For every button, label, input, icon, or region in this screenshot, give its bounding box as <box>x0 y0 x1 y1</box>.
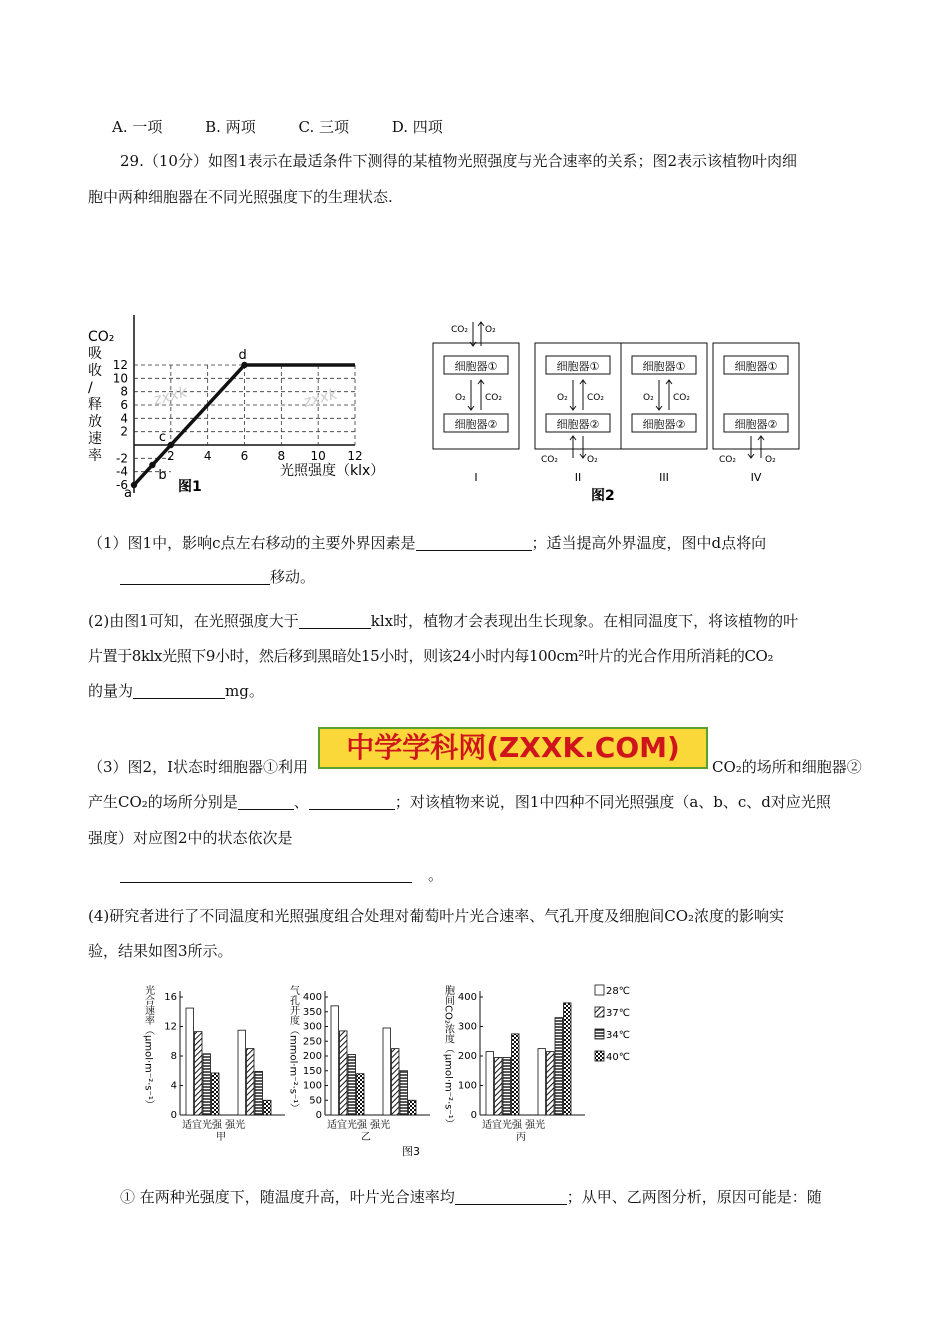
fig3-ytick: 4 <box>170 1080 177 1092</box>
fig1-ylabel-char: 率 <box>88 448 102 464</box>
figure-1 <box>80 315 410 510</box>
fig2-cell-box <box>433 343 519 449</box>
sub2-line2: 片置于8klx光照下9小时，然后移到黑暗处15小时，则该24小时内每100cm²叶片的光合作用所消耗的CO₂ <box>88 647 774 665</box>
fig3-bar <box>503 1057 511 1115</box>
fig3-ytick: 350 <box>302 1006 322 1018</box>
fig2-co2-label: CO₂ <box>541 455 558 465</box>
fig3-bar <box>195 1032 203 1115</box>
fig3-bar <box>264 1100 272 1115</box>
fig3-bar <box>538 1049 546 1115</box>
sub3-line1 <box>88 756 308 778</box>
fig1-caption: 图1 <box>178 479 202 495</box>
answer-blank-4[interactable] <box>133 682 225 699</box>
fig2-organelle2-label: 细胞器② <box>734 418 778 431</box>
fig1-xtick: 6 <box>240 449 249 463</box>
fig1-ylabel-char: 收 <box>88 363 102 379</box>
fig2-o2-label: O₂ <box>587 455 598 465</box>
answer-blank-7[interactable] <box>120 866 412 883</box>
fig3-bar <box>348 1055 356 1115</box>
fig3-bar <box>247 1049 255 1115</box>
fig3-legend-swatch <box>595 985 604 995</box>
sub2-line3 <box>88 680 264 702</box>
fig3-legend-swatch <box>595 1051 604 1061</box>
fig3-ylabel: 气孔开度（mmol·m⁻²·s⁻¹） <box>287 985 299 1114</box>
fig2-organelle2-label: 细胞器② <box>556 418 600 431</box>
fig2-o2-label: O₂ <box>485 325 496 335</box>
fig3-bar <box>400 1071 408 1115</box>
fig3-panel-title: 丙 <box>516 1132 526 1143</box>
fig3-ytick: 400 <box>302 992 322 1003</box>
fig2-state-label: IV <box>750 471 762 484</box>
sub2-text-b: klx时，植物才会表现出生长现象。在相同温度下，将该植物的叶 <box>370 612 799 630</box>
fig3-ytick: 16 <box>164 992 177 1003</box>
fig3-legend-label: 34℃ <box>606 1030 630 1041</box>
fig1-xtick: 12 <box>347 449 363 463</box>
fig3-ylabel: 胞间CO₂浓度（μmol·m⁻²·s⁻¹） <box>442 985 454 1129</box>
sub2-text-e: mg。 <box>225 682 264 700</box>
fig2-co2-label: CO₂ <box>673 393 690 403</box>
fig3-caption: 图3 <box>402 1145 420 1158</box>
sub3-text-c: 产生CO₂的场所分别是 <box>88 793 238 811</box>
options-row <box>112 116 481 138</box>
fig3-legend-label: 37℃ <box>606 1008 630 1019</box>
fig1-point-label: c <box>158 430 166 445</box>
fig3-ylabel: 光合速率（μmol·m⁻²·s⁻¹） <box>142 985 154 1110</box>
fig3-ytick: 200 <box>302 1051 322 1062</box>
fig2-organelle2-label: 细胞器② <box>642 418 686 431</box>
fig2-cell-box <box>535 343 621 449</box>
watermark-banner: 中学学科网(ZXXK.COM) <box>318 727 708 769</box>
answer-blank-3[interactable] <box>299 612 371 629</box>
fig2-state-label: III <box>659 471 669 484</box>
sub4q-text-a: ① 在两种光强度下，随温度升高，叶片光合速率均 <box>120 1188 455 1206</box>
sub3-line2 <box>88 791 831 813</box>
figure-2 <box>425 318 805 508</box>
fig3-bar <box>340 1031 348 1115</box>
fig3-bar <box>547 1052 555 1115</box>
sub4-line1: (4)研究者进行了不同温度和光照强度组合处理对葡萄叶片光合速率、气孔开度及细胞间CO₂浓度的影响实 <box>88 907 785 925</box>
sub2-line1 <box>88 610 798 632</box>
watermark-1: zxxk <box>151 382 190 409</box>
fig3-bar <box>409 1100 417 1115</box>
fig2-organelle1-label: 细胞器① <box>454 360 498 373</box>
fig3-ytick: 100 <box>457 1080 477 1092</box>
fig3-panel-title: 乙 <box>361 1132 371 1143</box>
q29-intro-line2: 胞中两种细胞器在不同光照强度下的生理状态. <box>88 188 393 206</box>
sub2-text-a: (2)由图1可知，在光照强度大于 <box>88 612 299 630</box>
sub1-text-c: 移动。 <box>270 568 316 586</box>
sub3-text-e: ；对该植物来说，图1中四种不同光照强度（a、b、c、d对应光照 <box>394 793 831 811</box>
fig3-ytick: 0 <box>315 1110 322 1121</box>
fig1-point-label: a <box>124 486 132 501</box>
q29-intro-line1: 29.（10分）如图1表示在最适条件下测得的某植物光照强度与光合速率的关系；图2表示该植物叶肉细 <box>120 152 798 170</box>
fig3-bar <box>495 1057 503 1115</box>
fig1-ytick: 2 <box>120 424 128 439</box>
fig3-ytick: 8 <box>170 1051 177 1062</box>
fig1-xtick: 8 <box>277 449 286 463</box>
fig2-co2-label: CO₂ <box>451 325 468 335</box>
fig1-ylabel-char: 释 <box>88 397 102 413</box>
fig3-bar <box>383 1028 391 1115</box>
fig2-organelle1-label: 细胞器① <box>642 360 686 373</box>
fig2-o2-label: O₂ <box>557 393 568 403</box>
fig1-xtick: 4 <box>203 449 212 463</box>
fig3-bar <box>331 1006 339 1115</box>
sub3-line3: 强度）对应图2中的状态依次是 <box>88 829 293 847</box>
answer-blank-5[interactable] <box>238 793 294 810</box>
sub1-text-b: ；适当提高外界温度，图中d点将向 <box>531 534 767 552</box>
figure-3 <box>140 975 640 1160</box>
fig3-bar <box>512 1034 520 1115</box>
fig2-o2-label: O₂ <box>765 455 776 465</box>
fig1-point-b <box>149 462 155 468</box>
fig2-co2-label: CO₂ <box>485 393 502 403</box>
fig3-legend-label: 28℃ <box>606 986 630 997</box>
fig3-bar <box>392 1049 400 1115</box>
fig1-point-c <box>168 442 174 448</box>
fig2-state-label: I <box>474 471 478 484</box>
sub4q-line <box>120 1186 822 1208</box>
fig3-ytick: 12 <box>164 1021 177 1033</box>
fig3-bar <box>486 1052 494 1115</box>
answer-blank-6[interactable] <box>309 793 395 810</box>
fig3-legend-swatch <box>595 1007 604 1017</box>
fig2-cell-box <box>621 343 707 449</box>
fig3-bar <box>357 1074 365 1115</box>
fig3-legend-swatch <box>595 1029 604 1039</box>
sub1-line2 <box>120 566 315 588</box>
fig1-ytick: -4 <box>116 464 128 479</box>
fig1-point-label: d <box>238 348 247 363</box>
option-d: D. 四项 <box>391 118 443 136</box>
fig1-ylabel-char: / <box>88 380 93 396</box>
option-a: A. 一项 <box>112 118 163 136</box>
fig3-ytick: 0 <box>170 1110 177 1121</box>
answer-blank-8[interactable] <box>455 1188 567 1205</box>
fig2-co2-label: CO₂ <box>719 455 736 465</box>
fig3-ytick: 0 <box>470 1110 477 1121</box>
fig3-ytick: 50 <box>309 1095 322 1107</box>
fig3-panel-title: 甲 <box>216 1132 226 1143</box>
option-b: B. 两项 <box>205 118 256 136</box>
fig3-bar <box>564 1003 572 1115</box>
fig1-ytick: -2 <box>116 451 128 466</box>
sub3-text-g: 。 <box>428 866 444 884</box>
watermark-2: zxxk <box>301 384 340 411</box>
fig2-organelle2-label: 细胞器② <box>454 418 498 431</box>
fig2-state-label: II <box>574 471 582 484</box>
fig2-o2-label: O₂ <box>643 393 654 403</box>
fig3-bar <box>238 1030 246 1115</box>
fig1-xtick: 2 <box>167 449 175 463</box>
fig3-ytick: 150 <box>302 1065 322 1077</box>
fig1-ytick: 10 <box>112 371 128 386</box>
fig1-ylabel-char: 速 <box>88 431 102 447</box>
fig1-ytick: 6 <box>120 398 128 412</box>
fig1-ytick: 4 <box>120 411 128 426</box>
fig3-ytick: 200 <box>457 1051 477 1062</box>
sub3-text-d: 、 <box>293 793 309 811</box>
fig3-ytick: 300 <box>457 1021 477 1033</box>
sub1-line1 <box>88 532 766 554</box>
fig3-category-labels: 适宜光强 强光 <box>482 1120 546 1131</box>
fig1-ytick: 8 <box>120 384 128 399</box>
fig3-ytick: 300 <box>302 1021 322 1033</box>
fig3-legend-label: 40℃ <box>606 1052 630 1063</box>
fig3-bar <box>555 1018 563 1115</box>
fig3-category-labels: 适宜光强 强光 <box>327 1120 391 1131</box>
fig1-ytick: 12 <box>112 358 128 372</box>
fig1-ylabel-char: 放 <box>88 414 102 430</box>
sub3-line4 <box>120 864 443 886</box>
fig2-organelle1-label: 细胞器① <box>556 360 600 373</box>
option-c: C. 三项 <box>298 118 349 136</box>
fig3-ytick: 250 <box>302 1036 322 1048</box>
fig3-ytick: 400 <box>457 992 477 1003</box>
sub4q-text-b: ；从甲、乙两图分析，原因可能是：随 <box>566 1188 822 1206</box>
fig1-xlabel: 光照强度（klx） <box>280 463 385 479</box>
fig3-ytick: 100 <box>302 1080 322 1092</box>
fig1-point-label: b <box>158 468 167 483</box>
answer-blank-1[interactable] <box>416 534 532 551</box>
fig1-ytick: -6 <box>116 478 128 492</box>
fig1-xtick: 10 <box>310 449 326 463</box>
fig3-bar <box>186 1008 194 1115</box>
answer-blank-2[interactable] <box>120 568 270 585</box>
sub2-text-d: 的量为 <box>88 682 134 700</box>
fig2-cell-box <box>713 343 799 449</box>
sub3-text-a: （3）图2，I状态时细胞器①利用 <box>88 758 309 776</box>
fig2-co2-label: CO₂ <box>587 393 604 403</box>
fig2-caption: 图2 <box>591 488 615 504</box>
fig1-ylabel-char: CO₂ <box>88 329 115 345</box>
fig2-o2-label: O₂ <box>455 393 466 403</box>
fig1-ylabel-char: 吸 <box>88 346 102 362</box>
fig3-bar <box>203 1054 211 1115</box>
fig3-bar <box>212 1073 220 1115</box>
sub4-line2: 验，结果如图3所示。 <box>88 942 233 960</box>
fig3-bar <box>255 1071 263 1115</box>
fig2-organelle1-label: 细胞器① <box>734 360 778 373</box>
sub1-text-a: （1）图1中，影响c点左右移动的主要外界因素是 <box>88 534 416 552</box>
fig3-category-labels: 适宜光强 强光 <box>182 1120 246 1131</box>
sub3-line1-end: CO₂的场所和细胞器② <box>712 758 862 776</box>
